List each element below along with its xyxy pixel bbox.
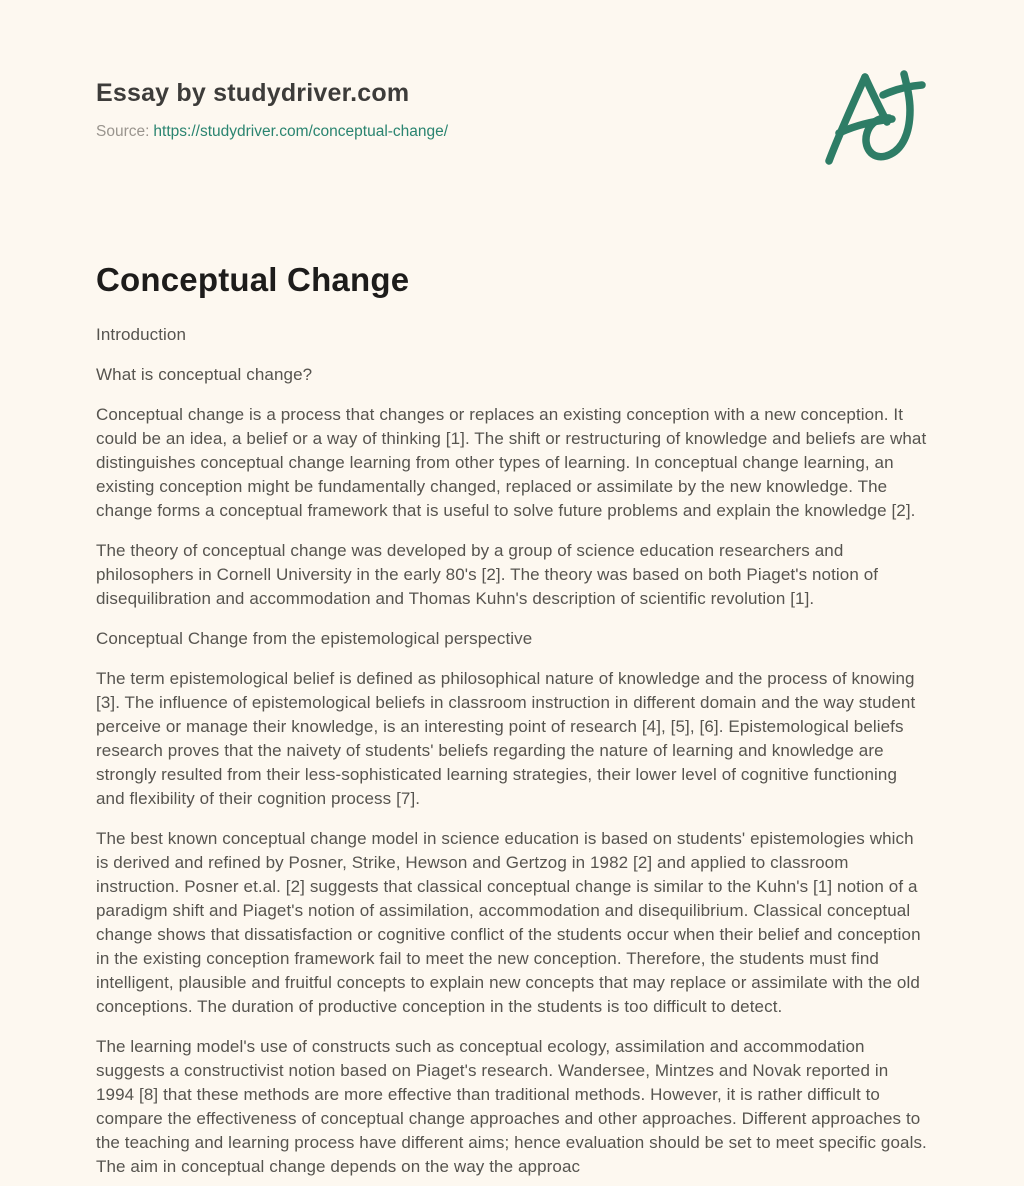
section-heading-epistemological: Conceptual Change from the epistemological perspective — [96, 628, 533, 648]
header-title: Essay by studydriver.com — [96, 79, 410, 107]
section-heading-introduction: Introduction — [96, 324, 187, 344]
page-header — [96, 78, 928, 141]
paragraph: The term epistemological belief is defined as philosophical nature of knowledge and the process of knowing [3]. The influence of epistemological beliefs in classroom instruction in different domain and the way student perceive or manage their knowledge, is an interesting point of research [4], [5], [6]. Epistemological beliefs research proves that the naivety of students' beliefs regarding the nature of learning and knowledge are strongly resulted from their less-sophisticated learning strategies, their lower level of cognitive functioning and flexibility of their cognition process [7]. — [96, 668, 916, 808]
a-plus-logo-icon — [824, 70, 928, 166]
document-body — [96, 323, 928, 1179]
paragraph: The best known conceptual change model in science education is based on students' epistemologies which is derived and refined by Posner, Strike, Hewson and Gertzog in 1982 [2] and applied to classroom instruction. Posner et.al. [2] suggests that classical conceptual change is similar to the Kuhn's [1] notion of a paradigm shift and Piaget's notion of assimilation, accommodation and disequilibrium. Classical conceptual change shows that dissatisfaction or cognitive conflict of the students occur when their belief and conception in the existing conception framework fail to meet the new conception. Therefore, the students must find intelligent, plausible and fruitful concepts to explain new concepts that may replace or assimilate with the old conceptions. The duration of productive conception in the students is too difficult to detect. — [96, 828, 921, 1016]
source-link[interactable]: https://studydriver.com/conceptual-change/ — [153, 123, 449, 140]
essay-page — [96, 0, 928, 1179]
source-label: Source: — [96, 123, 150, 140]
paragraph-truncated: The learning model's use of constructs such as conceptual ecology, assimilation and accommodation suggests a constructivist notion based on Piaget's research. Wandersee, Mintzes and Novak reported in 1994 [8] that these methods are more effective than traditional methods. However, it is rather difficult to compare the effectiveness of conceptual change approaches and other approaches. Different approaches to the teaching and learning process have different aims; hence evaluation should be set to meet specific goals. The aim in conceptual change depends on the way the approac — [96, 1036, 927, 1176]
studydriver-logo — [824, 70, 928, 166]
section-heading-what-is: What is conceptual change? — [96, 364, 313, 384]
source-line — [96, 122, 928, 141]
paragraph: The theory of conceptual change was developed by a group of science education researchers and philosophers in Cornell University in the early 80's [2]. The theory was based on both Piaget's notion of disequilibration and accommodation and Thomas Kuhn's description of scientific revolution [1]. — [96, 540, 879, 608]
paragraph: Conceptual change is a process that changes or replaces an existing conception with a new conception. It could be an idea, a belief or a way of thinking [1]. The shift or restructuring of knowledge and beliefs are what distinguishes conceptual change learning from other types of learning. In conceptual change learning, an existing conception might be fundamentally changed, replaced or assimilate by the new knowledge. The change forms a conceptual framework that is useful to solve future problems and explain the knowledge [2]. — [96, 404, 927, 520]
document-title: Conceptual Change — [96, 261, 410, 299]
